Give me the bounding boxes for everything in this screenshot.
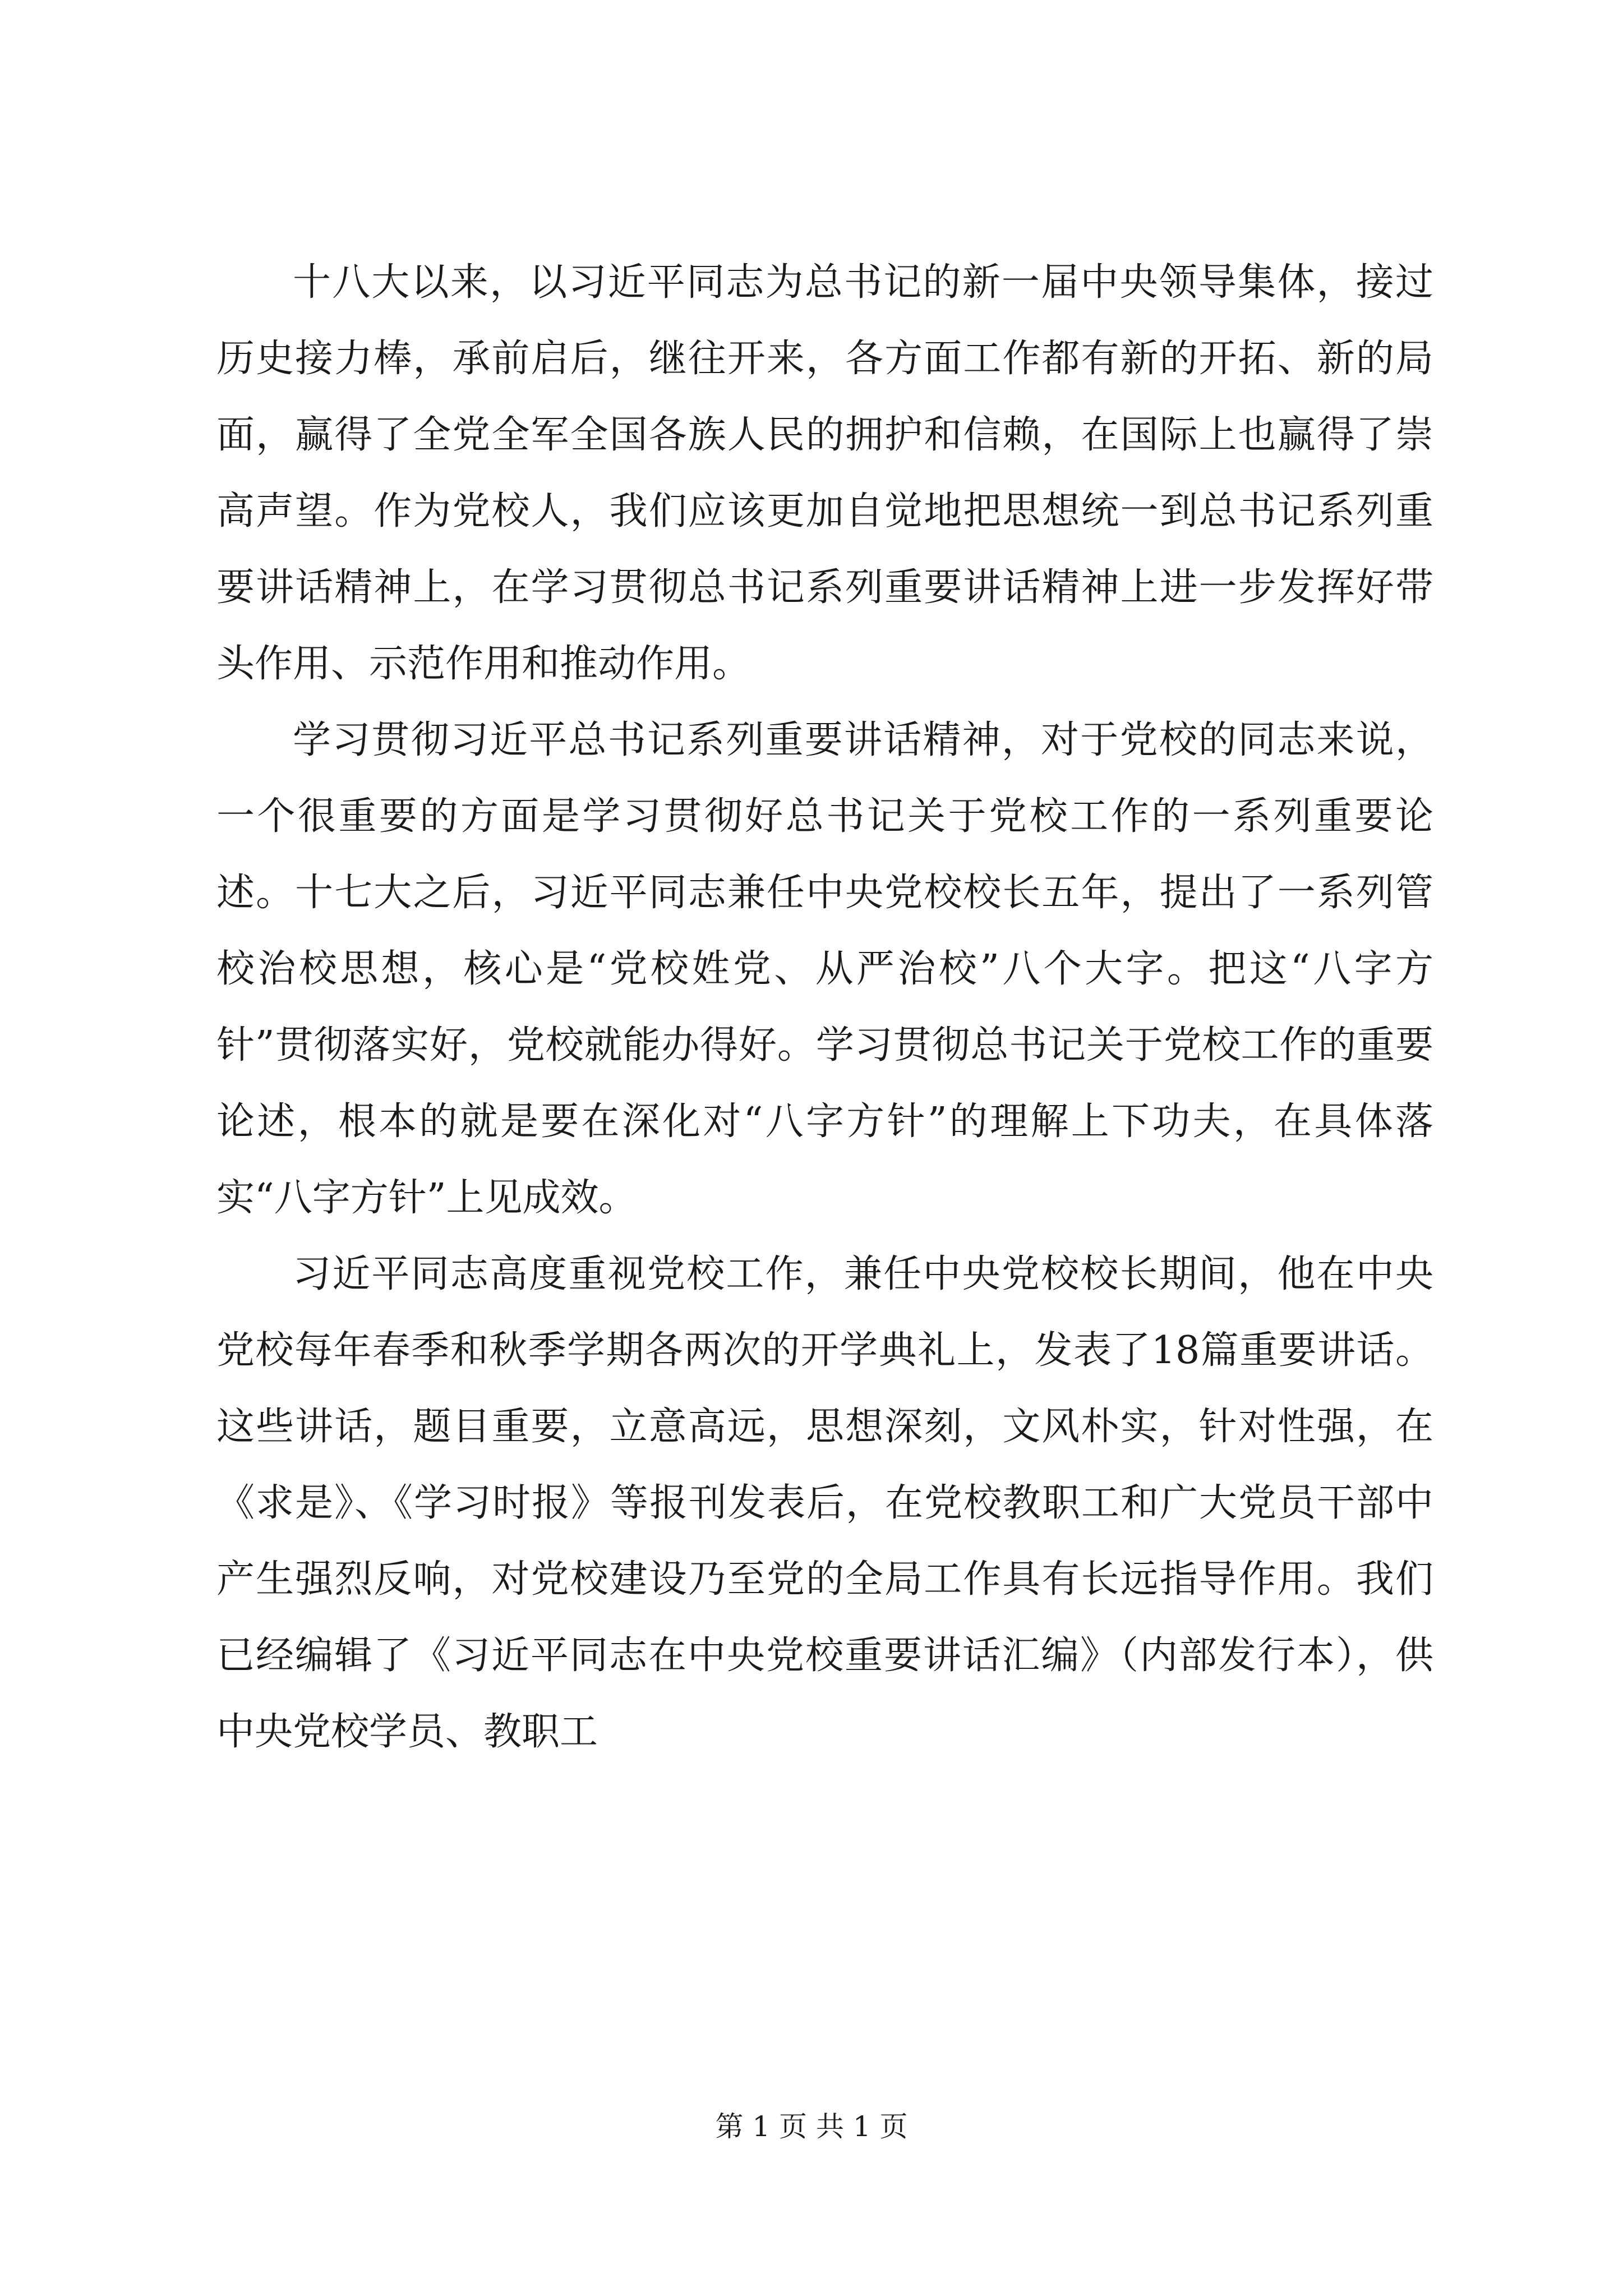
paragraph-1: 十八大以来，以习近平同志为总书记的新一届中央领导集体，接过历史接力棒，承前启后，继往开来，各方面工作都有新的开拓、新的局面，赢得了全党全军全国各族人民的拥护和信赖，在国际上也赢得了崇高声望。作为党校人，我们应该更加自觉地把思想统一到总书记系列重要讲话精神上，在学习贯彻总书记系列重要讲话精神上进一步发挥好带头作用、示范作用和推动作用。 bbox=[216, 260, 1433, 686]
document-body bbox=[216, 245, 1433, 1770]
paragraph-3: 习近平同志高度重视党校工作，兼任中央党校校长期间，他在中央党校每年春季和秋季学期各两次的开学典礼上，发表了18篇重要讲话。这些讲话，题目重要，立意高远，思想深刻，文风朴实，针对性强，在《求是》、《学习时报》等报刊发表后，在党校教职工和广大党员干部中产生强烈反响，对党校建设乃至党的全局工作具有长远指导作用。我们已经编辑了《习近平同志在中央党校重要讲话汇编》（内部发行本），供中央党校学员、教职工 bbox=[216, 1252, 1433, 1754]
paragraph-2: 学习贯彻习近平总书记系列重要讲话精神，对于党校的同志来说，一个很重要的方面是学习贯彻好总书记关于党校工作的一系列重要论述。十七大之后，习近平同志兼任中央党校校长五年，提出了一系列管校治校思想，核心是“党校姓党、从严治校”八个大字。把这“八字方针”贯彻落实好，党校就能办得好。学习贯彻总书记关于党校工作的重要论述，根本的就是要在深化对“八字方针”的理解上下功夫，在具体落实“八字方针”上见成效。 bbox=[216, 718, 1433, 1220]
page-footer: 第 1 页 共 1 页 bbox=[715, 2110, 908, 2143]
